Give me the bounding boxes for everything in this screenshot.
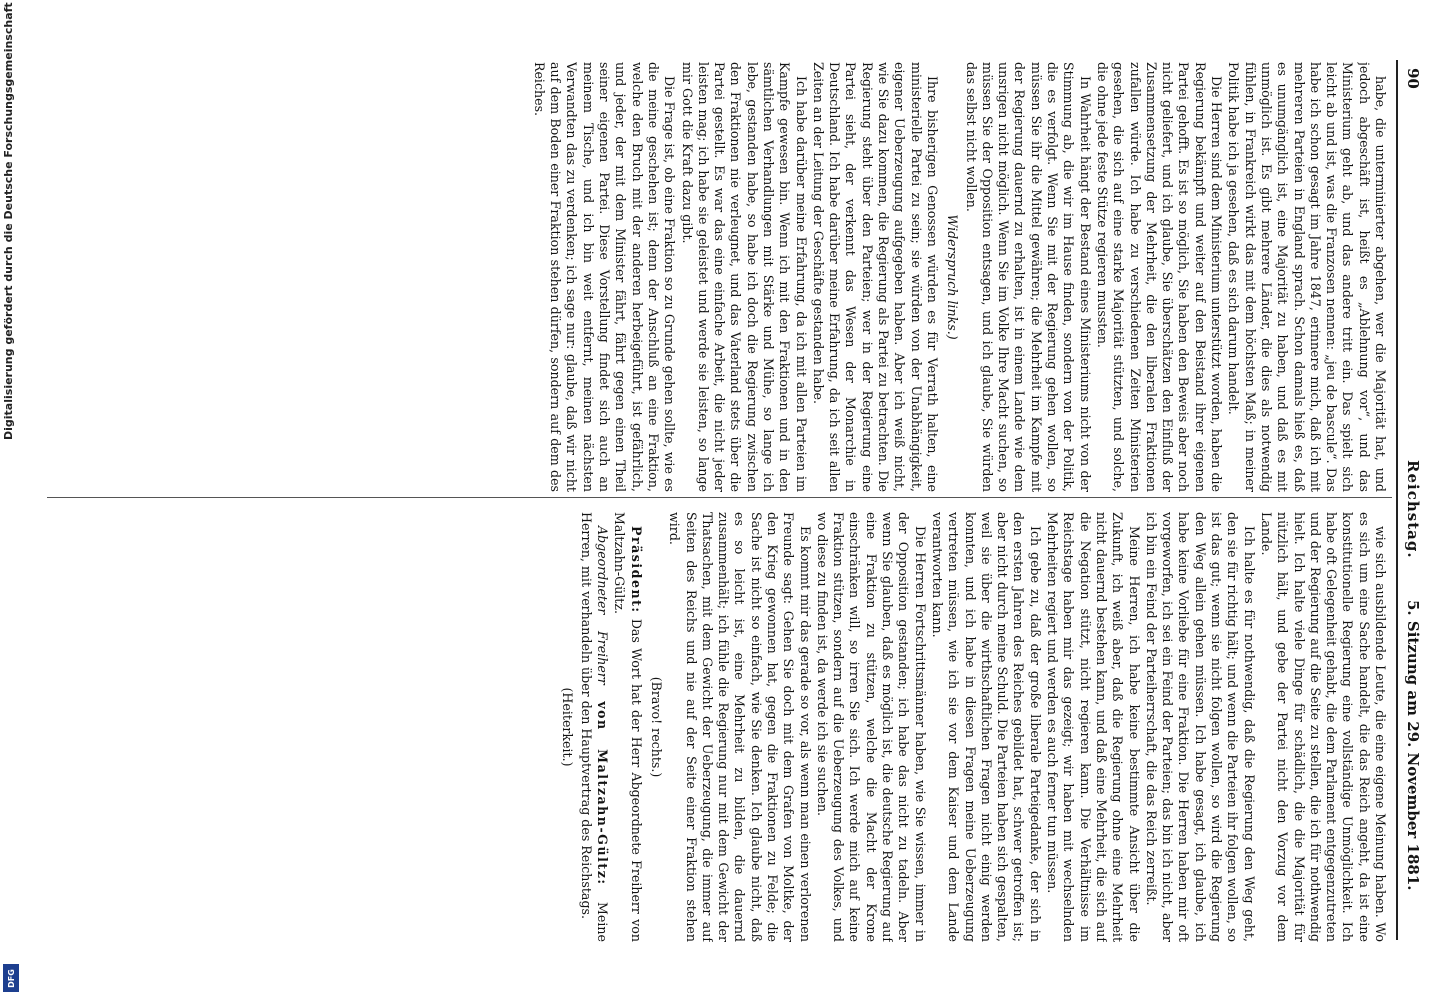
president-paragraph — [611, 512, 644, 942]
applause-note: (Bravo! rechts.) — [648, 676, 664, 778]
paragraph: Die Herren Fortschrittsmänner haben, wie Sie wissen, immer in der Opposition gestanden; ich habe das nicht zu tadeln. Aber wenn Sie glauben, daß es möglich ist, die deutsche Regierung auf eine Fraktion zu stützen, welche die Macht der Krone einschränken will, so irren Sie sich. Ich werde mich auf keine Fraktion stützen, sondern auf die Ueberzeugung des Volkes, und wo diese zu finden ist, da werde ich sie suchen. — [814, 512, 928, 942]
paragraph: Die Frage ist, ob eine Fraktion so zu Grunde gehen sollte, wie es die meine geschehen ist; denn der Anschluß an eine Fraktion, welche den Bruch mit der anderen herbeigeführt, ist gefährlich, und jeder, der mit dem Minister fährt, fährt gegen einen Theil seiner eigenen Partei. Diese Vorstellung findet sich auch an meinem Tische, und ich bin weit entfernt, meinen nächsten Verwandten das zu verdenken; ich sage nur: glaube, daß wir nicht auf dem Boden einer Fraktion stehen dürfen, sondern auf dem des Reiches. — [531, 62, 678, 492]
paragraph: Ich gebe zu, daß der große liberale Parteigedanke, der sich in den ersten Jahren des Reiches gebildet hat, schwer getroffen ist; aber nicht durch meine Schuld. Die Parteien haben sich gespalten, weil sie über die wirthschaftlichen Fragen nicht einig werden konnten, und ich habe in diesen Fragen meine Ueberzeugung vertreten müssen, wie ich sie vor dem Kaiser und dem Lande verantworten kann. — [929, 512, 1043, 942]
speaker-name: von Maltzahn-Gültz: — [595, 701, 611, 886]
dfg-logo — [3, 964, 19, 992]
right-column — [53, 512, 1388, 942]
paragraph: Meine Herren, ich habe keine bestimmte Ansicht über die Zukunft, ich weiß aber, daß die Regierung ohne eine Mehrheit nicht dauernd bestehen kann, und daß eine Mehrheit, die sich auf die Negation stützt, nicht regieren kann. Die Verhältnisse im Reichstage haben mir das gezeigt; wir haben mit wechselnden Mehrheiten regiert und werden es auch ferner tun müssen. — [1045, 512, 1142, 942]
president-text: Das Wort hat der Herr Abgeordnete Freiherr von Maltzahn-Gültz. — [612, 512, 644, 942]
column-divider — [47, 497, 1392, 498]
mid-heading: Widerspruch links.) — [945, 214, 961, 340]
paragraph: Es kommt mir das gerade so vor, als wenn man einen verlorenen Freunde sagt: Gehen Sie doch mit dem Grafen von Moltke, der den Krieg gewonnen hat, gegen die Fraktionen zu Felde; die Sache ist nicht so einfach, wie Sie denken. Ich glaube nicht, daß es so leicht ist, eine Mehrheit zu bilden, die dauernd zusammenhält; ich fühle die Regierung nur mit dem Gewicht der Thatsachen, mit dem Gewicht der Ueberzeugung, die immer auf Seiten des Reichs und nie auf der Seite einer Fraktion stehen wird. — [667, 512, 813, 942]
credit-text: Digitalisierung gefördert durch die Deutsche Forschungsgemeinschaft — [2, 2, 15, 440]
paragraph: Ihre bisherigen Genossen würden es für Verrath halten, eine ministerielle Partei zu sein; sie würden von der Unabhängigkeit, eigener Ueberzeugung aufgegeben haben. Aber ich weiß nicht, wie Sie dazu kommen, die Regierung als Partei zu betrachten. Die Regierung steht über den Parteien; wer in der Regierung eine Partei sieht, der verkennt das Wesen der Monarchie in Deutschland. Ich habe darüber meine Erfahrung, da ich seit allen Zeiten an der Leitung der Geschäfte gestanden habe. — [810, 62, 940, 492]
session-date: 5. Sitzung am 29. November 1881. — [1404, 600, 1422, 891]
speaker-paragraph — [577, 512, 610, 942]
president-label: Präsident: — [628, 526, 644, 614]
left-column — [53, 62, 1388, 492]
speaker-text: Meine Herren, mit verhandeln über den Hauptvertrag des Reichstags. — [578, 512, 611, 942]
paragraph: Ich habe darüber meine Erfahrung, da ich mit allen Parteien im Kampfe gewesen bin. Wenn ich mit den Fraktionen und in den sämtlichen Verhandlungen mit Stärke und Mühe, so lange ich lebe, gestanden habe, so habe ich doch die Regierung zwischen den Fraktionen nie verleugnet, und das Vaterland stets über die Partei gestellt. Es war das eine einfache Arbeit, die nicht jeder leisten mag; ich habe sie geleistet und werde sie leisten, so lange mir Gott die Kraft dazu gibt. — [679, 62, 809, 492]
speaker-role: Abgeordneter Freiherr — [595, 526, 611, 685]
paragraph: Ich halte es für nothwendig, daß die Regierung den Weg geht, den sie für richtig hält; und wenn die Parteien ihr folgen wollen, so ist das gut; wenn sie nicht folgen wollen, so wird die Regierung den Weg allein gehen müssen. Ich habe gesagt, ich glaube, ich habe keine Vorliebe für eine Fraktion. Die Herren haben mir oft vorgeworfen, ich sei ein Feind der Parteien; das bin ich nicht, aber ich bin ein Feind der Parteiherrschaft, die das Reich zerreißt. — [1143, 512, 1257, 942]
paragraph: habe, die unterminierter abgehen, wer die Majorität hat, und jedoch abgeschäft ist, heißt es „Ablehnung vor“, und das Ministerium geht ab, und das andere tritt ein. Das spielt sich leicht ab und ist, was die Franzosen nennen: „jeu de bascule“. Das habe ich schon gesagt im Jahre 1847, erinnere mich, daß ich mit mehreren Parteien in England sprach. Schon damals hieß es, daß es unumgänglich ist, eine Majorität zu haben, und daß es mit unmöglich ist. Es gibt mehrere Länder, die dies als notwendig fühlen, in Frankreich wirkt das mit dem höchsten Maß; in meiner Politik habe ich ja gesehen, daß es sich darum handelt. — [1226, 62, 1388, 492]
closing-note: (Heiterkeit.) — [560, 687, 576, 767]
dfg-logo-text: DFG — [6, 968, 16, 988]
page-header — [1400, 60, 1424, 940]
page-number: 90 — [1404, 68, 1422, 89]
paragraph: wie sich ausbildende Leute, die eine eigene Meinung haben. Wo es sich um eine Sache handelt, die das Reich angeht, da ist eine konstitutionelle Regierung eine vollständige Unmöglichkeit. Ich habe oft Gelegenheit gehabt, die dem Parlament entgegenzutreten und der Regierung auf die Seite zu stellen, die ich für nothwendig hielt. Ich halte viele Dinge für schädlich, die die Majorität für nützlich hält, und gebe der Partei nicht den Vorzug vor dem Lande. — [1258, 512, 1388, 942]
running-title: Reichstag. — [1404, 460, 1422, 559]
paragraph: In Wahrheit hängt der Bestand eines Ministeriums nicht von der Stimmung ab, die wir im Hause finden, sondern von der Politik, die es verfolgt. Wenn Sie mit der Regierung gehen wollen, so müssen Sie ihr die Mittel gewähren; die Mehrheit im Kampfe mit der Regierung dauernd zu erhalten, ist in einem Lande wie dem unsrigen nicht möglich. Wenn Sie im Volke Ihre Macht suchen, so müssen Sie der Opposition entsagen, und ich glaube, Sie würden das selbst nicht wollen. — [963, 62, 1093, 492]
header-rule — [1396, 60, 1398, 940]
digitization-credit — [0, 0, 22, 1000]
paragraph: Die Herren sind dem Ministerium unterstützt worden, haben die Regierung bekämpft und weiter auf den Beistand ihrer eigenen Partei gehofft. Es ist so möglich, Sie haben den Beweis aber noch nicht geliefert, und ich glaube, Sie überschätzen den Einfluß der Zusammensetzung der Mehrheit, die den liberalen Fraktionen zufallen würde. Ich habe zu verschiedenen Zeiten Ministerien gesehen, die sich auf eine starke Majorität stützten, und solche, die ohne jede feste Stütze regieren mussten. — [1094, 62, 1225, 492]
